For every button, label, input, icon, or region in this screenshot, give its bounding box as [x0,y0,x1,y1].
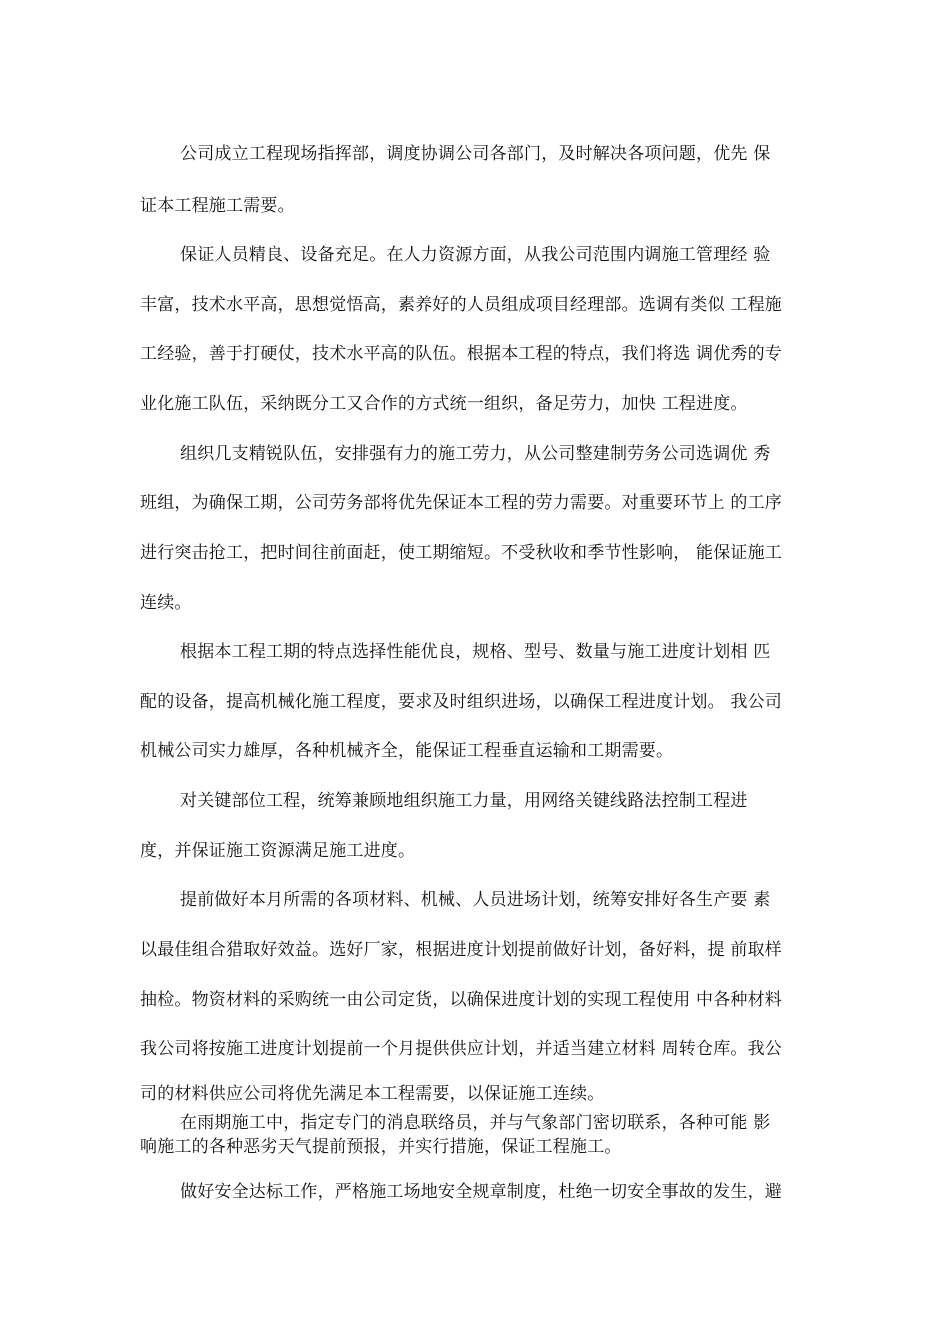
line-text: 班组，为确保工期，公司劳务部将优先保证本工程的劳力需要。对重要环节上 的工序 [140,493,783,513]
line-text: 我公司将按施工进度计划提前一个月提供供应计划，并适当建立材料 周转仓库。我公 [140,1039,783,1059]
line-text: 进行突击抢工，把时间往前面赶，使工期缩短。不受秋收和季节性影响， 能保证施工 [140,543,783,563]
line-text: 对关键部位工程，统筹兼顾地组织施工力量，用网络关键线路法控制工程进 [180,791,748,811]
line-text: 提前做好本月所需的各项材料、机械、人员进场计划，统筹安排好各生产要 素 [180,890,771,910]
line-text: 做好安全达标工作，严格施工场地安全规章制度，杜绝一切安全事故的发生，避 [180,1182,782,1202]
line-text: 证本工程施工需要。 [140,196,295,216]
line-text: 度，并保证施工资源满足施工进度。 [140,841,416,861]
line-text: 业化施工队伍，采纳既分工又合作的方式统一组织，备足劳力，加快 工程进度。 [140,394,748,414]
line-text: 机械公司实力雄厚，各种机械齐全，能保证工程垂直运输和工期需要。 [140,741,674,761]
line-text: 根据本工程工期的特点选择性能优良，规格、型号、数量与施工进度计划相 匹 [180,642,771,662]
line-text: 组织几支精锐队伍，安排强有力的施工劳力，从公司整建制劳务公司选调优 秀 [180,444,771,464]
line-text: 连续。 [140,593,192,613]
line-text: 配的设备，提高机械化施工程度，要求及时组织进场，以确保工程进度计划。 我公司 [140,692,783,712]
line-text: 以最佳组合猎取好效益。选好厂家，根据进度计划提前做好计划，备好料，提 前取样 [140,940,783,960]
line-text: 丰富，技术水平高，思想觉悟高，素养好的人员组成项目经理部。选调有类似 工程施 [140,295,783,315]
line-text: 保证人员精良、设备充足。在人力资源方面，从我公司范围内调施工管理经 验 [180,245,771,265]
line-text: 公司成立工程现场指挥部，调度协调公司各部门，及时解决各项问题，优先 保 [180,144,771,164]
line-text: 响施工的各种恶劣天气提前预报，并实行措施，保证工程施工。 [140,1137,622,1157]
line-text: 工经验，善于打硬仗，技术水平高的队伍。根据本工程的特点，我们将选 调优秀的专 [140,344,783,364]
line-text: 司的材料供应公司将优先满足本工程需要，以保证施工连续。 [140,1084,605,1104]
line-text: 抽检。物资材料的采购统一由公司定货，以确保进度计划的实现工程使用 中各种材料 [140,990,783,1010]
line-text: 在雨期施工中，指定专门的消息联络员，并与气象部门密切联系，各种可能 影 [180,1113,771,1133]
